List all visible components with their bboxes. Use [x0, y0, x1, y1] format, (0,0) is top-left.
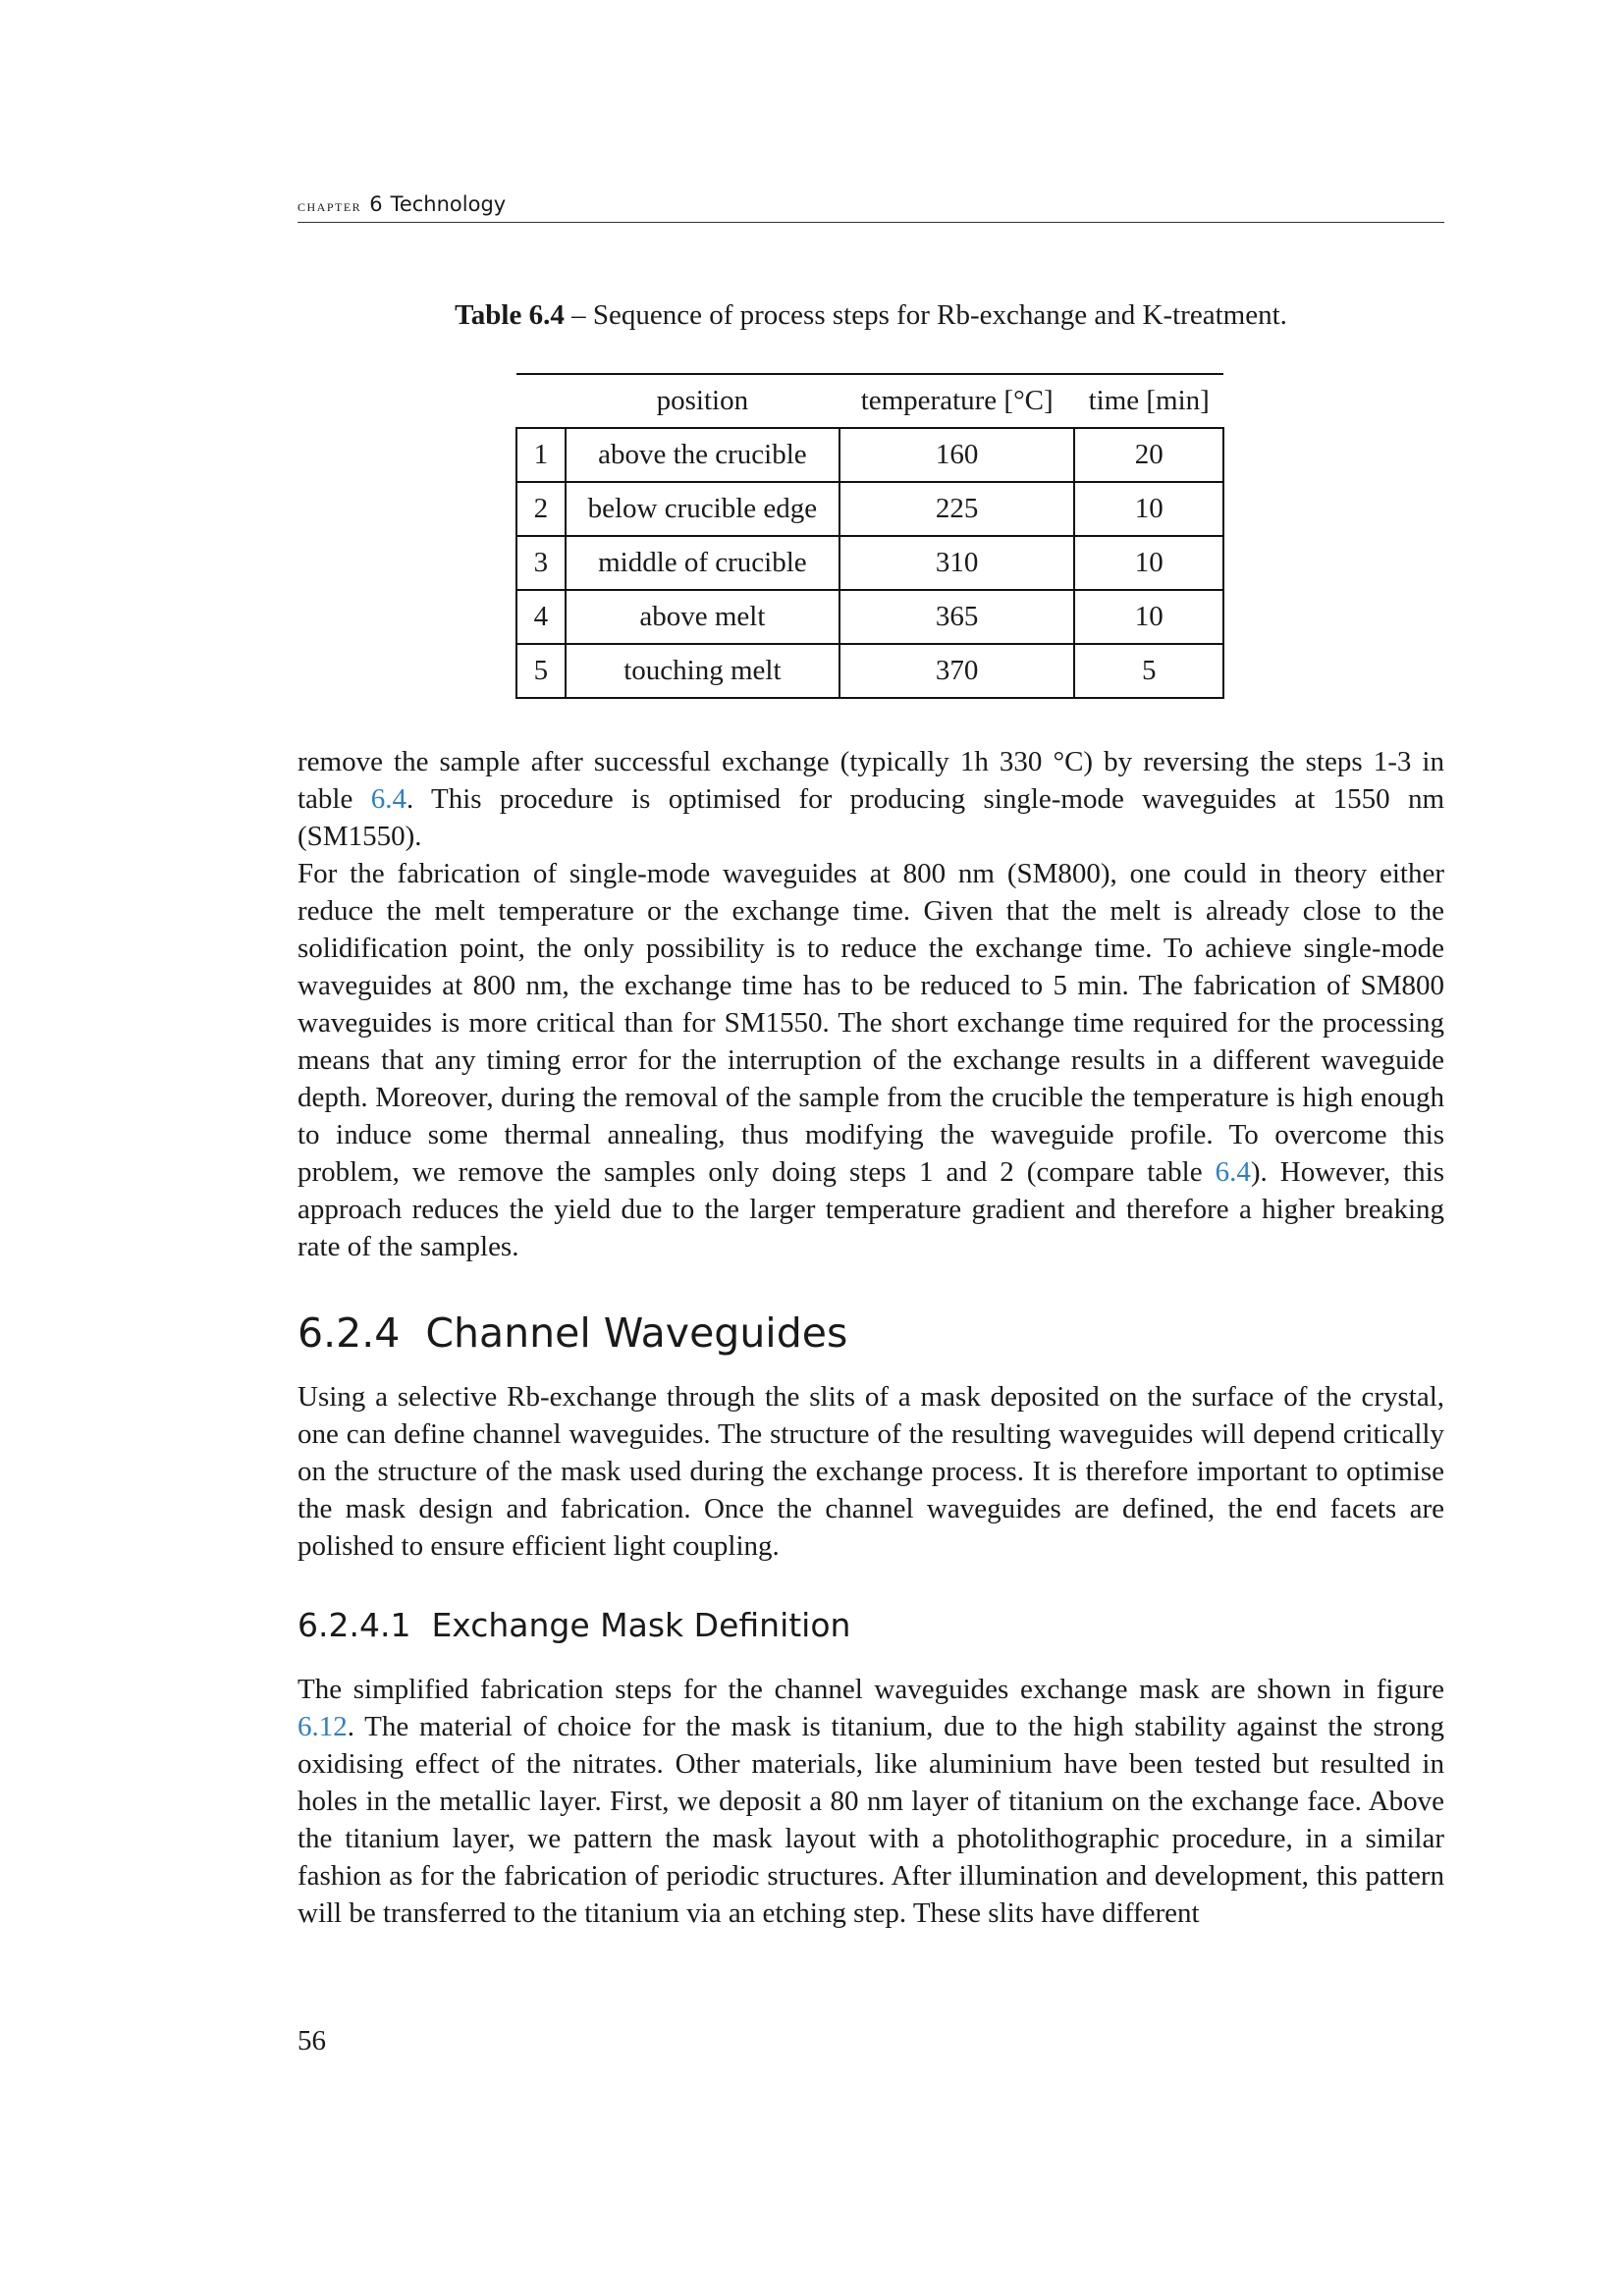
table-cell-temperature: 365: [839, 590, 1074, 644]
figure-reference-link[interactable]: 6.12: [298, 1711, 348, 1742]
paragraph-removal: [298, 743, 1444, 855]
table-cell-time: 10: [1074, 536, 1223, 590]
running-header: [298, 192, 1444, 223]
paragraph-mask-definition: [298, 1671, 1444, 1932]
table-cell-temperature: 310: [839, 536, 1074, 590]
table-reference-link[interactable]: 6.4: [370, 783, 406, 815]
table-cell-position: below crucible edge: [566, 482, 839, 536]
section-heading: [298, 1309, 847, 1357]
paragraph-text: remove the sample after successful exchange (typically 1h 330 °C) by reversing the steps 1-3 in table: [298, 746, 1444, 815]
table-cell-temperature: 160: [839, 428, 1074, 482]
paragraph-text: For the fabrication of single-mode waveguides at 800 nm (SM800), one could in theory either reduce the melt temperature or the exchange time. Given that the melt is already close to the solidification point, the only possibility is to reduce the exchange time. To achieve single-mode waveguides at 800 nm, the exchange time has to be reduced to 5 min. The fabrication of SM800 waveguides is more critical than for SM1550. The short exchange time required for the processing means that any timing error for the interruption of the exchange results in a different waveguide depth. Moreover, during the removal of the sample from the crucible the temperature is high enough to induce some thermal annealing, thus modifying the waveguide profile. To overcome this problem, we remove the samples only doing steps 1 and 2 (compare table: [298, 858, 1444, 1188]
table-cell-step: 2: [516, 482, 566, 536]
table-row: [516, 482, 1223, 536]
table-cell-step: 5: [516, 644, 566, 698]
table-caption: [298, 299, 1444, 332]
paragraph-text: . The material of choice for the mask is titanium, due to the high stability against the strong oxidising effect of the nitrates. Other materials, like aluminium have been tested but resulted in holes in the metallic layer. First, we deposit a 80 nm layer of titanium on the exchange face. Above the titanium layer, we pattern the mask layout with a photolithographic procedure, in a similar fashion as for the fabrication of periodic structures. After illumination and development, this pattern will be transferred to the titanium via an etching step. These slits have different: [298, 1711, 1444, 1929]
subsection-title: Exchange Mask Definition: [431, 1606, 851, 1644]
table-header-position: position: [656, 385, 749, 416]
table-row: [516, 590, 1223, 644]
process-steps-table: [515, 373, 1224, 699]
table-cell-time: 10: [1074, 590, 1223, 644]
subsection-number: 6.2.4.1: [298, 1606, 411, 1644]
chapter-label: chapter: [298, 196, 362, 215]
table-cell-temperature: 370: [839, 644, 1074, 698]
table-caption-text: – Sequence of process steps for Rb-exchange and K-treatment.: [564, 299, 1287, 331]
paragraph-text: . This procedure is optimised for producing single-mode waveguides at 1550 nm (SM1550).: [298, 783, 1445, 852]
table-row: [516, 644, 1223, 698]
paragraph-text: ). However, this approach reduces the yield due to the larger temperature gradient and therefore a higher breaking rate of the samples.: [298, 1156, 1445, 1262]
table-cell-step: 1: [516, 428, 566, 482]
section-title: Channel Waveguides: [425, 1309, 848, 1357]
table-cell-time: 5: [1074, 644, 1223, 698]
table-row: [516, 536, 1223, 590]
section-number: 6.2.4: [298, 1309, 401, 1357]
table-header-temperature: temperature [°C]: [860, 385, 1054, 416]
chapter-number: 6: [369, 192, 383, 216]
table-header-row: [516, 374, 1223, 428]
paragraph-channel-waveguides: Using a selective Rb-exchange through the slits of a mask deposited on the surface of the crystal, one can define channel waveguides. The structure of the resulting waveguides will depend critically on the structure of the mask used during the exchange process. It is therefore important to optimise the mask design and fabrication. Once the channel waveguides are defined, the end facets are polished to ensure efficient light coupling.: [298, 1381, 1444, 1562]
table-cell-position: touching melt: [566, 644, 839, 698]
table-cell-position: above the crucible: [566, 428, 839, 482]
table-cell-step: 3: [516, 536, 566, 590]
table-reference-link[interactable]: 6.4: [1215, 1156, 1251, 1188]
paragraph-text: The simplified fabrication steps for the channel waveguides exchange mask are shown in figure: [298, 1674, 1444, 1705]
table-cell-time: 20: [1074, 428, 1223, 482]
table-cell-position: middle of crucible: [566, 536, 839, 590]
paragraph-sm800: [298, 855, 1444, 1265]
table-cell-position: above melt: [566, 590, 839, 644]
table-cell-temperature: 225: [839, 482, 1074, 536]
chapter-title: Technology: [390, 192, 507, 216]
table-cell-time: 10: [1074, 482, 1223, 536]
table-cell-step: 4: [516, 590, 566, 644]
table-header-time: time [min]: [1088, 385, 1210, 416]
table-caption-label: Table 6.4: [455, 299, 565, 331]
subsection-heading: [298, 1606, 850, 1644]
page-number: 56: [298, 2025, 326, 2056]
table-row: [516, 428, 1223, 482]
table-header-step: [516, 374, 566, 428]
